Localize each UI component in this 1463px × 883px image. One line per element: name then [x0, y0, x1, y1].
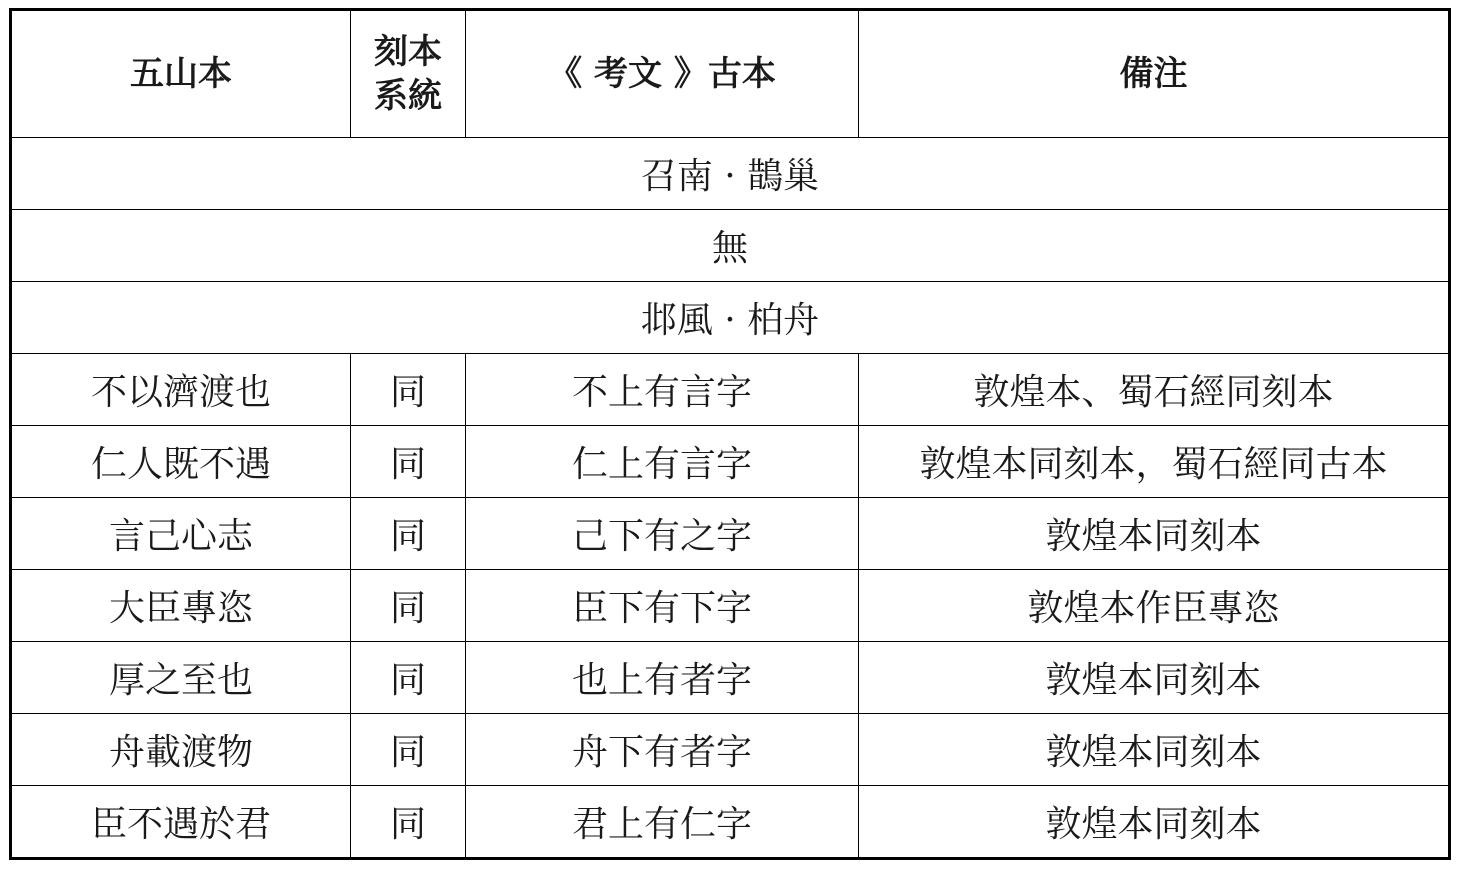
cell-kaowen: 舟下有者字 — [466, 714, 859, 786]
table-body — [11, 138, 1450, 859]
cell-kaowen: 也上有者字 — [466, 642, 859, 714]
cell-wushan: 不以濟渡也 — [11, 354, 351, 426]
section-row — [11, 138, 1450, 210]
cell-system: 同 — [351, 354, 466, 426]
cell-system: 同 — [351, 498, 466, 570]
section-empty-note: 無 — [11, 210, 1450, 282]
table-row — [11, 714, 1450, 786]
cell-notes: 敦煌本同刻本 — [859, 714, 1450, 786]
cell-system: 同 — [351, 786, 466, 859]
empty-row — [11, 210, 1450, 282]
header-wushan: 五山本 — [11, 10, 351, 138]
table-row — [11, 498, 1450, 570]
cell-system: 同 — [351, 714, 466, 786]
cell-kaowen: 臣下有下字 — [466, 570, 859, 642]
table-row — [11, 642, 1450, 714]
cell-notes: 敦煌本同刻本 — [859, 498, 1450, 570]
cell-wushan: 厚之至也 — [11, 642, 351, 714]
cell-notes: 敦煌本同刻本，蜀石經同古本 — [859, 426, 1450, 498]
cell-kaowen: 君上有仁字 — [466, 786, 859, 859]
cell-kaowen: 己下有之字 — [466, 498, 859, 570]
header-system — [351, 10, 466, 138]
collation-table — [9, 8, 1451, 860]
cell-system: 同 — [351, 642, 466, 714]
table-row — [11, 426, 1450, 498]
cell-wushan: 大臣專恣 — [11, 570, 351, 642]
header-system-line2: 系統 — [374, 76, 442, 116]
cell-wushan: 臣不遇於君 — [11, 786, 351, 859]
cell-notes: 敦煌本同刻本 — [859, 642, 1450, 714]
cell-kaowen: 不上有言字 — [466, 354, 859, 426]
cell-notes: 敦煌本作臣專恣 — [859, 570, 1450, 642]
table-header — [11, 10, 1450, 138]
section-title: 邶風 · 柏舟 — [11, 282, 1450, 354]
header-kaowen: 《 考文 》古本 — [466, 10, 859, 138]
table-row — [11, 786, 1450, 859]
cell-kaowen: 仁上有言字 — [466, 426, 859, 498]
section-row — [11, 282, 1450, 354]
header-notes: 備注 — [859, 10, 1450, 138]
header-row — [11, 10, 1450, 138]
cell-system: 同 — [351, 426, 466, 498]
section-title: 召南 · 鵲巢 — [11, 138, 1450, 210]
cell-wushan: 言己心志 — [11, 498, 351, 570]
table-row — [11, 570, 1450, 642]
cell-system: 同 — [351, 570, 466, 642]
header-system-line1: 刻本 — [374, 32, 442, 72]
cell-wushan: 仁人既不遇 — [11, 426, 351, 498]
cell-notes: 敦煌本、蜀石經同刻本 — [859, 354, 1450, 426]
cell-wushan: 舟載渡物 — [11, 714, 351, 786]
cell-notes: 敦煌本同刻本 — [859, 786, 1450, 859]
table-row — [11, 354, 1450, 426]
